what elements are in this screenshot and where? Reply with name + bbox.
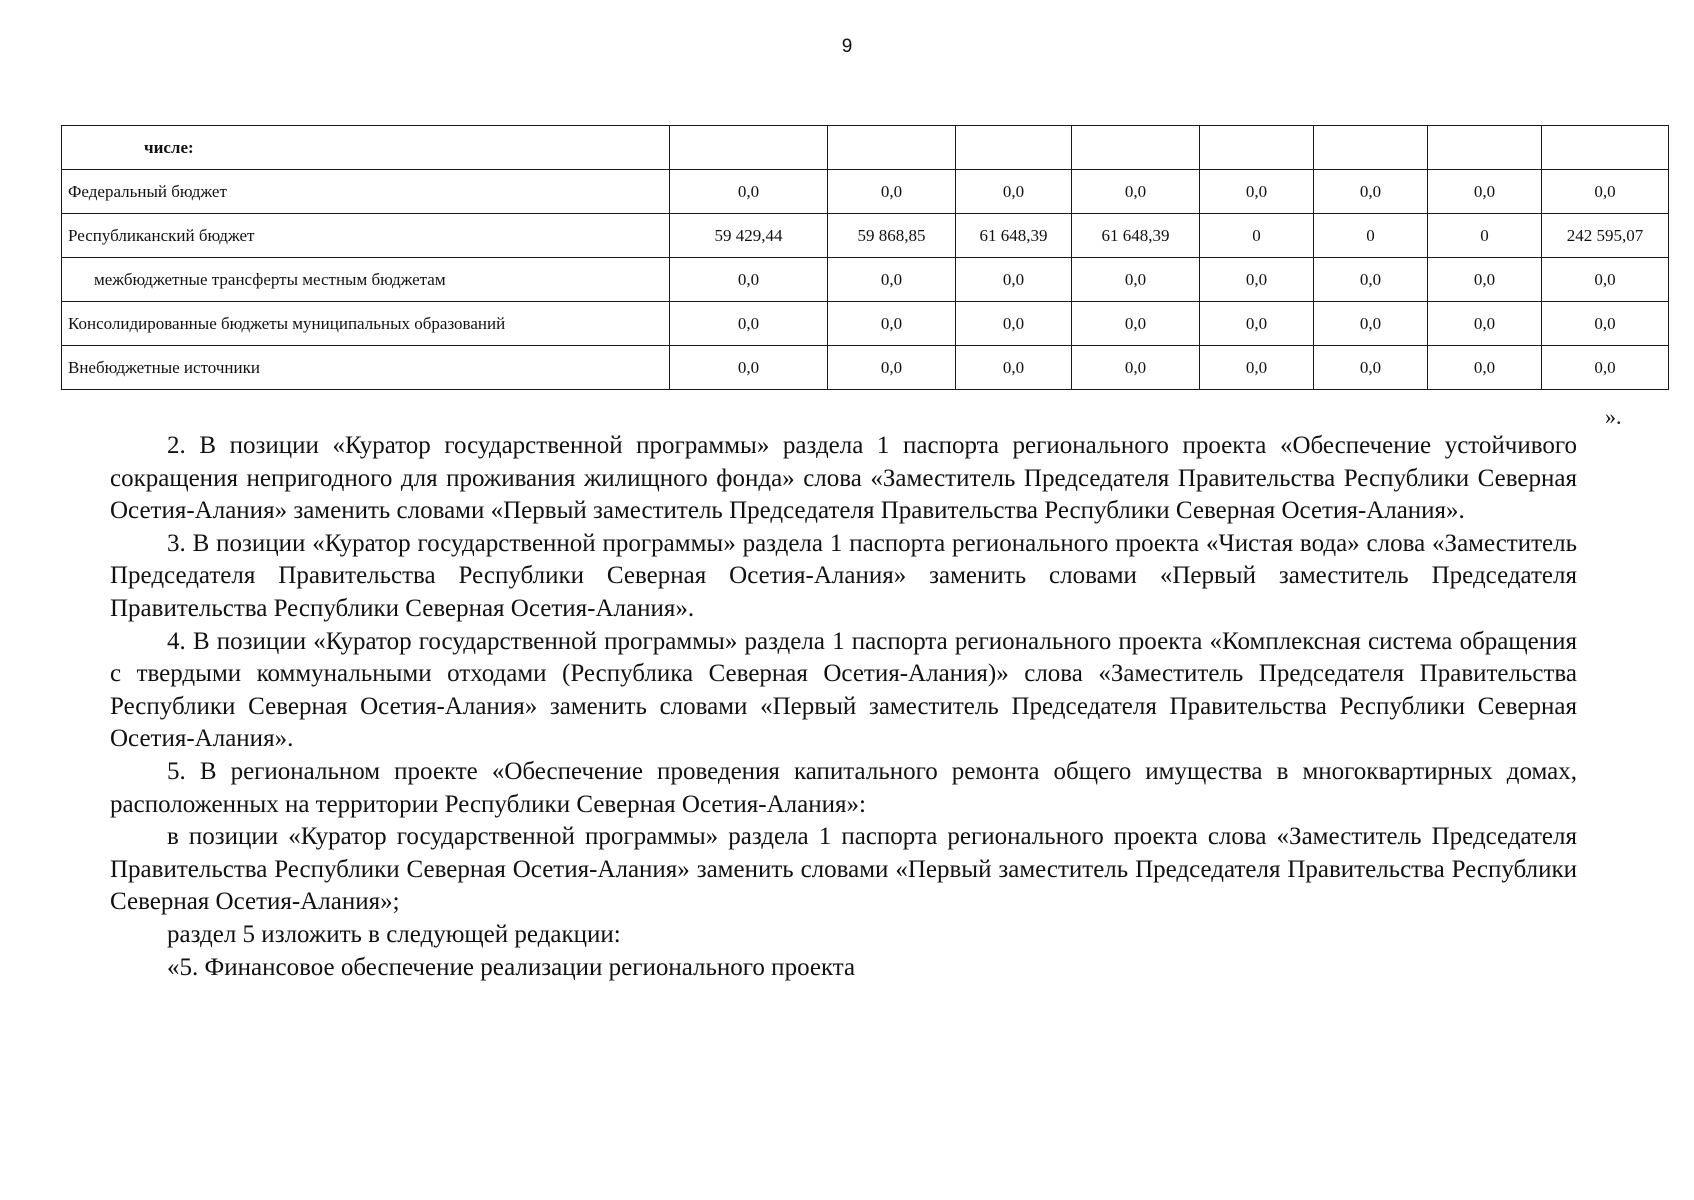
paragraph-2: 2. В позиции «Куратор государственной программы» раздела 1 паспорта регионального проекта «Обеспечение устойчивого сокращения непригодного для проживания жилищного фонда» слова «Заместитель Председателя Правительства Республики Северная Осетия-Алания» заменить словами «Первый заместитель Председателя Правительства Республики Северная Осетия-Алания».: [110, 432, 1577, 525]
value-cell: [670, 126, 828, 170]
table-row: [62, 214, 1669, 258]
value-cell: [1200, 126, 1314, 170]
value-cell: [1314, 126, 1428, 170]
table-row: [62, 170, 1669, 214]
value-cell: 0,0: [1200, 302, 1314, 346]
row-label: числе:: [62, 126, 670, 170]
value-cell: 0,0: [956, 170, 1072, 214]
value-cell: [1542, 126, 1669, 170]
value-cell: 0,0: [1200, 258, 1314, 302]
value-cell: 0,0: [670, 170, 828, 214]
closing-quote: ».: [1605, 404, 1622, 429]
row-label: Федеральный бюджет: [62, 170, 670, 214]
value-cell: 59 429,44: [670, 214, 828, 258]
paragraph-3: 3. В позиции «Куратор государственной программы» раздела 1 паспорта регионального проекта «Чистая вода» слова «Заместитель Председателя Правительства Республики Северная Осетия-Алания» заменить словами «Первый заместитель Председателя Правительства Республики Северная Осетия-Алания».: [110, 529, 1577, 622]
value-cell: 0,0: [1072, 302, 1200, 346]
value-cell: 0,0: [1542, 258, 1669, 302]
value-cell: [1072, 126, 1200, 170]
value-cell: 0,0: [1314, 258, 1428, 302]
value-cell: 0,0: [1200, 346, 1314, 390]
table-row: [62, 258, 1669, 302]
value-cell: 0,0: [1428, 302, 1542, 346]
value-cell: 0,0: [670, 346, 828, 390]
value-cell: 61 648,39: [956, 214, 1072, 258]
paragraph-5-section: раздел 5 изложить в следующей редакции:: [167, 920, 621, 948]
value-cell: 0,0: [1072, 258, 1200, 302]
table-row: [62, 302, 1669, 346]
value-cell: 0,0: [828, 170, 956, 214]
value-cell: 0,0: [828, 346, 956, 390]
value-cell: 0,0: [1542, 170, 1669, 214]
table-body: [62, 126, 1669, 390]
value-cell: [956, 126, 1072, 170]
value-cell: 0: [1200, 214, 1314, 258]
value-cell: 59 868,85: [828, 214, 956, 258]
value-cell: 0,0: [1314, 170, 1428, 214]
value-cell: 242 595,07: [1542, 214, 1669, 258]
value-cell: 0,0: [1200, 170, 1314, 214]
paragraph-4: 4. В позиции «Куратор государственной программы» раздела 1 паспорта регионального проекта «Комплексная система обращения с твердыми коммунальными отходами (Республика Северная Осетия-Алания)» слова «Заместитель Председателя Правительства Республики Северная Осетия-Алания» заменить словами «Первый заместитель Председателя Правительства Республики Северная Осетия-Алания».: [110, 627, 1577, 753]
row-label: Республиканский бюджет: [62, 214, 670, 258]
row-label: Консолидированные бюджеты муниципальных образований: [62, 302, 670, 346]
value-cell: 0,0: [1314, 346, 1428, 390]
section-5-heading: «5. Финансовое обеспечение реализации регионального проекта: [167, 953, 856, 981]
value-cell: 61 648,39: [1072, 214, 1200, 258]
value-cell: 0,0: [956, 302, 1072, 346]
page-number: 9: [841, 36, 853, 57]
value-cell: [1428, 126, 1542, 170]
table-row: [62, 126, 1669, 170]
value-cell: 0,0: [828, 302, 956, 346]
value-cell: 0,0: [1428, 170, 1542, 214]
value-cell: 0: [1314, 214, 1428, 258]
row-label: Внебюджетные источники: [62, 346, 670, 390]
value-cell: 0,0: [1428, 346, 1542, 390]
value-cell: 0,0: [1314, 302, 1428, 346]
table-row: [62, 346, 1669, 390]
value-cell: 0,0: [670, 302, 828, 346]
value-cell: 0,0: [956, 346, 1072, 390]
value-cell: 0,0: [956, 258, 1072, 302]
body-text: [110, 430, 1577, 984]
value-cell: 0,0: [1542, 346, 1669, 390]
row-label: межбюджетные трансферты местным бюджетам: [62, 258, 670, 302]
value-cell: [828, 126, 956, 170]
value-cell: 0,0: [1072, 170, 1200, 214]
value-cell: 0: [1428, 214, 1542, 258]
value-cell: 0,0: [1428, 258, 1542, 302]
value-cell: 0,0: [828, 258, 956, 302]
value-cell: 0,0: [1072, 346, 1200, 390]
value-cell: 0,0: [1542, 302, 1669, 346]
paragraph-5-curator: в позиции «Куратор государственной программы» раздела 1 паспорта регионального проекта слова «Заместитель Председателя Правительства Республики Северная Осетия-Алания» заменить словами «Первый заместитель Председателя Правительства Республики Северная Осетия-Алания»;: [110, 823, 1577, 916]
budget-table: [61, 125, 1669, 390]
paragraph-5: 5. В региональном проекте «Обеспечение проведения капитального ремонта общего имущества в многоквартирных домах, расположенных на территории Республики Северная Осетия-Алания»:: [110, 757, 1577, 818]
value-cell: 0,0: [670, 258, 828, 302]
